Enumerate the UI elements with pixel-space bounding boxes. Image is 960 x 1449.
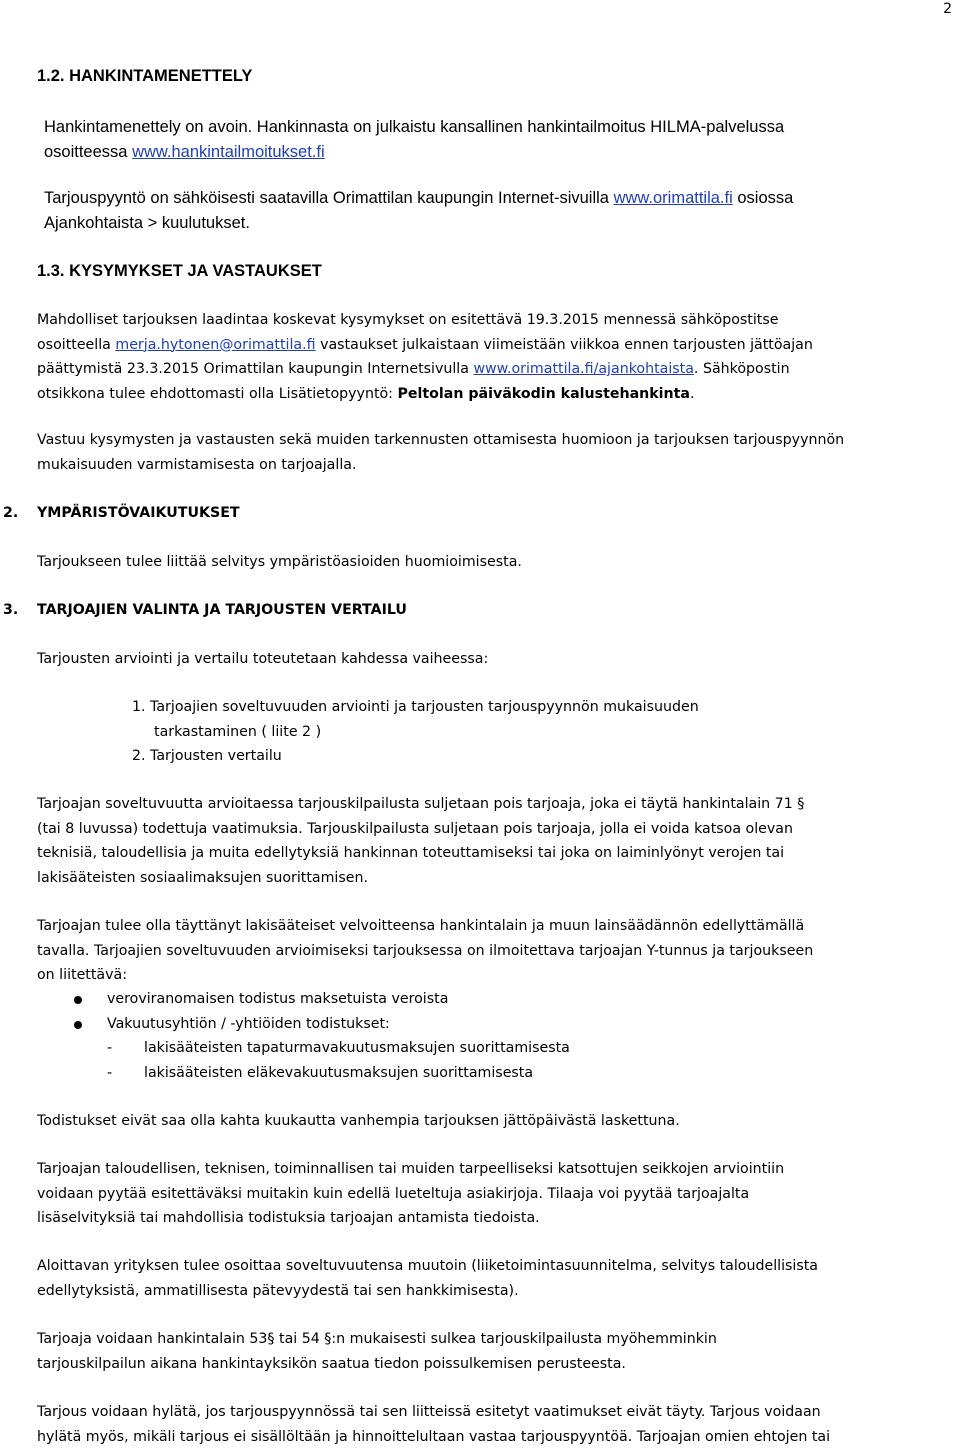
bullet-icon	[74, 1021, 82, 1029]
text-line: Ajankohtaista > kuulutukset.	[44, 214, 250, 232]
text-line: Hankintamenettely on avoin. Hankinnasta on julkaistu kansallinen hankintailmoitus HILMA-palvelussa	[44, 118, 785, 136]
heading-number: 3.	[3, 602, 19, 618]
numbered-list	[132, 695, 699, 769]
paragraph-kysymykset	[37, 308, 813, 406]
text-line: tavalla. Tarjoajien soveltuvuuden arvioimiseksi tarjouksessa on ilmoitettava tarjoajan Y-tunnus ja tarjoukseen	[37, 942, 814, 959]
text-line: Tarjoajan tulee olla täyttänyt lakisääteiset velvoitteensa hankintalain ja muun lainsäädännön edellyttämällä	[37, 918, 805, 934]
heading-number: 2.	[3, 505, 19, 521]
text-line: Aloittavan yrityksen tulee osoittaa soveltuvuutensa muutoin (liiketoimintasuunnitelma, selvitys taloudellisista	[37, 1258, 819, 1274]
paragraph-poissulkeminen	[37, 1327, 717, 1376]
list-item-text: veroviranomaisen todistus maksetuista veroista	[107, 991, 449, 1007]
list-item-continuation: tarkastaminen ( liite 2 )	[154, 723, 322, 740]
text-line: mukaisuuden varmistamisesta on tarjoajalla.	[37, 456, 357, 473]
text: . Sähköpostin	[693, 361, 790, 378]
text-line: edellytyksistä, ammatillisesta pätevyydestä tai sen hankkimisesta).	[37, 1282, 519, 1299]
list-item	[37, 1061, 570, 1086]
section-heading-hankintamenettely: 1.2. HANKINTAMENETTELY	[37, 67, 253, 85]
hankintailmoitukset-link[interactable]: www.hankintailmoitukset.fi	[132, 143, 325, 161]
text: päättymistä 23.3.2015 Orimattilan kaupungin Internetsivulla	[37, 361, 469, 378]
heading-text: TARJOAJIEN VALINTA JA TARJOUSTEN VERTAILU	[37, 602, 407, 618]
text-line	[44, 186, 793, 211]
subject-text: Peltolan päiväkodin kalustehankinta	[397, 385, 690, 402]
text-line	[44, 140, 784, 165]
list-item	[37, 1036, 570, 1061]
text: osiossa	[737, 189, 794, 207]
list-item: 1. Tarjoajien soveltuvuuden arviointi ja tarjousten tarjouspyynnön mukaisuuden	[132, 699, 699, 715]
paragraph-arviointi	[37, 1157, 784, 1231]
paragraph-todistukset: Todistukset eivät saa olla kahta kuukautta vanhempia tarjouksen jättöpäivästä laskettuna.	[37, 1113, 680, 1129]
list-item-text: lakisääteisten eläkevakuutusmaksujen suorittamisesta	[144, 1064, 534, 1081]
bullet-list	[37, 987, 448, 1036]
text: vastaukset julkaistaan viimeistään viikkoa ennen tarjousten jättöajan	[320, 336, 813, 353]
paragraph-tarjouspyynto	[44, 186, 793, 236]
text-line: Tarjous voidaan hylätä, jos tarjouspyynnössä tai sen liitteissä esitetyt vaatimukset eivät täyty. Tarjous voidaan	[37, 1404, 821, 1420]
text: osoitteessa	[44, 143, 128, 161]
text-line: tarjouskilpailun aikana hankintayksikön saatua tiedon poissulkemisen perusteesta.	[37, 1355, 626, 1372]
list-item	[37, 987, 448, 1012]
list-item-text: lakisääteisten tapaturmavakuutusmaksujen suorittamisesta	[144, 1040, 570, 1056]
text-line: lakisääteisten sosiaalimaksujen suorittamisen.	[37, 869, 368, 886]
text-line: Tarjoajan taloudellisen, teknisen, toiminnallisen tai muiden tarpeelliseksi katsottujen seikkojen arviointiin	[37, 1161, 785, 1177]
text-line	[37, 382, 813, 407]
paragraph-intro: Tarjousten arviointi ja vertailu toteutetaan kahdessa vaiheessa:	[37, 651, 489, 667]
bullet-icon	[74, 996, 82, 1004]
text-line: (tai 8 luvussa) todettuja vaatimuksia. Tarjouskilpailusta suljetaan pois tarjoaja, jolla ei voida katsoa olevan	[37, 820, 793, 837]
text-line: voidaan pyytää esitettäväksi muitakin kuin edellä lueteltuja asiakirjoja. Tilaaja voi pyytää tarjoajalta	[37, 1185, 750, 1202]
list-item-text: Vakuutusyhtiön / -yhtiöiden todistukset:	[107, 1015, 390, 1032]
paragraph-soveltuvuus	[37, 792, 804, 890]
text-line: Tarjoaja voidaan hankintalain 53§ tai 54 §:n mukaisesti sulkea tarjouskilpailusta myöhemminkin	[37, 1331, 717, 1347]
email-link[interactable]: merja.hytonen@orimattila.fi	[115, 336, 316, 353]
paragraph-hankintamenettely	[44, 115, 784, 165]
section-heading-kysymykset: 1.3. KYSYMYKSET JA VASTAUKSET	[37, 262, 322, 280]
ajankohtaista-link[interactable]: www.orimattila.fi/ajankohtaista	[473, 361, 694, 378]
text-line: lisäselvityksiä tai mahdollisia todistuksia tarjoajan antamista tiedoista.	[37, 1210, 540, 1227]
paragraph-vastuu	[37, 428, 844, 477]
heading-text: YMPÄRISTÖVAIKUTUKSET	[37, 505, 240, 521]
dash-marker: -	[107, 1040, 113, 1056]
paragraph-aloittava	[37, 1254, 818, 1303]
text: .	[690, 385, 695, 402]
text: osoitteella	[37, 336, 111, 353]
text-line: on liitettävä:	[37, 967, 127, 984]
text: Tarjouspyyntö on sähköisesti saatavilla Orimattilan kaupungin Internet-sivuilla	[44, 189, 609, 207]
text-line: Tarjoajan soveltuvuutta arvioitaessa tarjouskilpailusta suljetaan pois tarjoaja, joka ei täytä hankintalain 71 §	[37, 796, 805, 812]
text: otsikkona tulee ehdottomasti olla Lisätietopyyntö:	[37, 385, 393, 402]
list-item: 2. Tarjousten vertailu	[132, 748, 282, 765]
dash-marker: -	[107, 1064, 113, 1081]
text-line: teknisiä, taloudellisia ja muita edellytyksiä hankinnan toteuttamiseksi tai joka on laiminlyönyt verojen tai	[37, 845, 785, 862]
text-line	[37, 357, 813, 382]
paragraph-ymparisto: Tarjoukseen tulee liittää selvitys ympäristöasioiden huomioimisesta.	[37, 554, 522, 570]
list-item	[37, 1012, 448, 1037]
text-line: Vastuu kysymysten ja vastausten sekä muiden tarkennusten ottamisesta huomioon ja tarjouksen tarjouspyynnön	[37, 432, 845, 448]
paragraph-velvoitteet	[37, 914, 813, 988]
dash-list	[37, 1036, 570, 1085]
orimattila-link[interactable]: www.orimattila.fi	[613, 189, 733, 207]
page-number: 2	[943, 1, 952, 17]
paragraph-hylkays	[37, 1400, 830, 1449]
text-line: hylätä myös, mikäli tarjous ei sisällöltään ja hinnoittelultaan vastaa tarjouspyyntöä. Tarjoajan omien ehtojen tai	[37, 1428, 831, 1445]
text-line: Mahdolliset tarjouksen laadintaa koskevat kysymykset on esitettävä 19.3.2015 mennessä sähköpostitse	[37, 312, 779, 328]
text-line	[37, 333, 813, 358]
